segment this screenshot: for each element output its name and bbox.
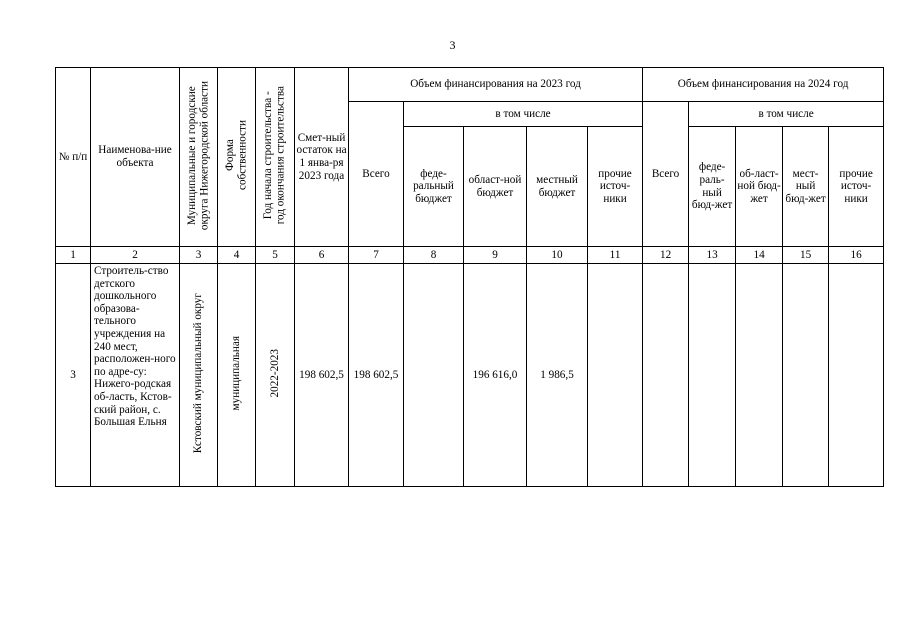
column-number: 12 — [643, 247, 689, 264]
header-total-2023: Всего — [349, 102, 404, 247]
cell-fed-2024 — [689, 264, 736, 487]
header-reg-2024: об-ласт-ной бюд-жет — [736, 127, 783, 247]
column-number: 1 — [56, 247, 91, 264]
cell-municipality: Кстовский муниципальный округ — [180, 264, 218, 487]
header-object-name: Наименова-ние объекта — [91, 68, 180, 247]
header-fed-2023: феде-ральный бюджет — [404, 127, 464, 247]
column-number: 2 — [91, 247, 180, 264]
header-municipality: Муниципальные и городские округа Нижегородской области — [180, 68, 218, 247]
cell-reg-2023: 196 616,0 — [464, 264, 527, 487]
column-number: 9 — [464, 247, 527, 264]
table-row — [56, 264, 884, 487]
column-number: 8 — [404, 247, 464, 264]
header-ownership: Форма собственности — [218, 68, 256, 247]
cell-reg-2024 — [736, 264, 783, 487]
column-number: 5 — [256, 247, 295, 264]
cell-loc-2024 — [783, 264, 829, 487]
header-reg-2023: област-ной бюджет — [464, 127, 527, 247]
header-loc-2023: местный бюджет — [527, 127, 588, 247]
cell-ownership: муниципальная — [218, 264, 256, 487]
header-including-2024: в том числе — [689, 102, 884, 127]
cell-loc-2023: 1 986,5 — [527, 264, 588, 487]
column-number: 16 — [829, 247, 884, 264]
cell-total-2024 — [643, 264, 689, 487]
page-number: 3 — [449, 38, 456, 52]
header-num: № п/п — [56, 68, 91, 247]
cell-years: 2022-2023 — [256, 264, 295, 487]
header-other-2023: прочие источ-ники — [588, 127, 643, 247]
header-loc-2024: мест-ный бюд-жет — [783, 127, 829, 247]
cell-estimate-balance: 198 602,5 — [295, 264, 349, 487]
column-number: 7 — [349, 247, 404, 264]
cell-num: 3 — [56, 264, 91, 487]
column-number: 15 — [783, 247, 829, 264]
financing-table — [55, 67, 884, 487]
cell-fed-2023 — [404, 264, 464, 487]
header-including-2023: в том числе — [404, 102, 643, 127]
cell-object-name: Строитель-ство детского дошкольного образова-тельного учреждения на 240 мест, расположен-ного по адре-су: Нижего-родская об-ласть, Кстов-ский район, с. Большая Ельня — [91, 264, 180, 487]
column-number: 14 — [736, 247, 783, 264]
header-group-2024: Объем финансирования на 2024 год — [643, 68, 884, 102]
column-number: 3 — [180, 247, 218, 264]
cell-other-2023 — [588, 264, 643, 487]
header-total-2024: Всего — [643, 102, 689, 247]
cell-total-2023: 198 602,5 — [349, 264, 404, 487]
header-group-2023: Объем финансирования на 2023 год — [349, 68, 643, 102]
column-number: 11 — [588, 247, 643, 264]
cell-other-2024 — [829, 264, 884, 487]
header-fed-2024: феде-раль-ный бюд-жет — [689, 127, 736, 247]
column-number: 6 — [295, 247, 349, 264]
column-number: 13 — [689, 247, 736, 264]
column-numbers-row — [56, 247, 884, 264]
column-number: 4 — [218, 247, 256, 264]
header-other-2024: прочие источ-ники — [829, 127, 884, 247]
column-number: 10 — [527, 247, 588, 264]
header-estimate-balance: Смет-ный остаток на 1 янва-ря 2023 года — [295, 68, 349, 247]
header-years: Год начала строительства - год окончания строительства — [256, 68, 295, 247]
